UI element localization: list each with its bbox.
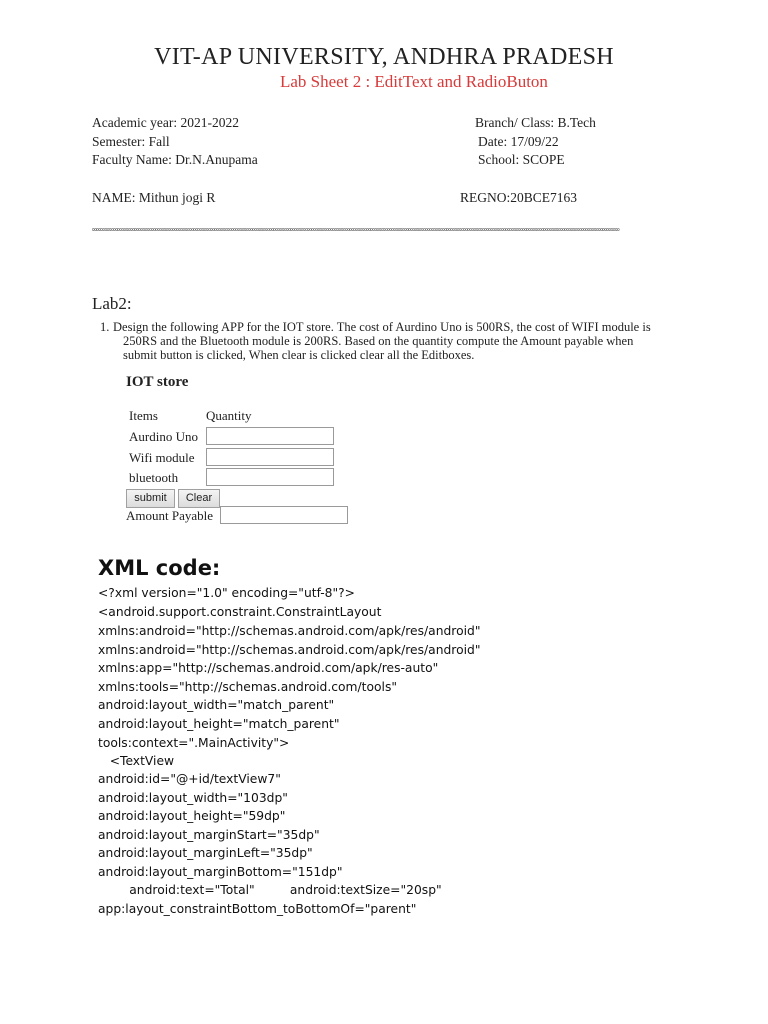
semester: Semester: Fall [92, 134, 170, 149]
question-text [113, 320, 683, 362]
university-title: VIT-AP UNIVERSITY, ANDHRA PRADESH [154, 44, 614, 70]
reg-number: REGNO:20BCE7163 [460, 190, 578, 205]
question-line-2: 250RS and the Bluetooth module is 200RS. Based on the quantity compute the Amount payable when [123, 334, 634, 348]
aurdino-uno-label: Aurdino Uno [129, 429, 198, 444]
code-line: <TextView [98, 754, 175, 768]
date: Date: 17/09/22 [478, 134, 559, 149]
items-header: Items [129, 408, 158, 423]
bluetooth-label: bluetooth [129, 470, 179, 485]
branch-class: Branch/ Class: B.Tech [475, 115, 596, 130]
code-line: <?xml version="1.0" encoding="utf-8"?> [98, 586, 355, 600]
code-line: android:id="@+id/textView7" [98, 772, 281, 786]
iot-store-title: IOT store [126, 374, 189, 390]
iot-store-mockup [118, 364, 350, 540]
wifi-module-input[interactable] [206, 448, 334, 466]
code-line: android:layout_height="59dp" [98, 809, 286, 823]
code-line: android:layout_width="103dp" [98, 791, 288, 805]
code-line: android:layout_height="match_parent" [98, 717, 340, 731]
code-line: <android.support.constraint.ConstraintLayout [98, 605, 382, 619]
school: School: SCOPE [478, 152, 565, 167]
code-line: app:layout_constraintBottom_toBottomOf="parent" [98, 902, 417, 916]
student-name: NAME: Mithun jogi R [92, 190, 216, 205]
aurdino-uno-input[interactable] [206, 427, 334, 445]
academic-year: Academic year: 2021-2022 [92, 115, 239, 130]
code-line: xmlns:android="http://schemas.android.com/apk/res/android" [98, 624, 481, 638]
code-line: xmlns:tools="http://schemas.android.com/tools" [98, 680, 398, 694]
bluetooth-input[interactable] [206, 468, 334, 486]
amount-payable-field[interactable] [220, 506, 348, 524]
code-line: tools:context=".MainActivity"> [98, 736, 290, 750]
code-line: android:text="Total" android:textSize="20sp" [98, 883, 442, 897]
question-line-3: submit button is clicked, When clear is clicked clear all the Editboxes. [123, 348, 475, 362]
code-line: xmlns:android="http://schemas.android.com/apk/res/android" [98, 643, 481, 657]
faculty-name: Faculty Name: Dr.N.Anupama [92, 152, 258, 167]
code-line: xmlns:app="http://schemas.android.com/apk/res-auto" [98, 661, 439, 675]
divider-line: ∞∞∞∞∞∞∞∞∞∞∞∞∞∞∞∞∞∞∞∞∞∞∞∞∞∞∞∞∞∞∞∞∞∞∞∞∞∞∞∞∞∞∞∞∞∞∞∞∞∞∞∞∞∞∞∞∞∞∞∞∞∞∞∞∞∞∞∞∞∞∞∞∞∞∞∞∞∞∞∞∞∞∞∞∞∞∞∞∞∞∞∞∞∞∞∞∞∞∞∞∞∞∞∞∞∞∞∞∞∞∞∞∞∞∞∞∞∞∞∞∞∞∞∞∞ [92, 226, 620, 234]
wifi-module-label: Wifi module [129, 450, 195, 465]
code-line: android:layout_marginBottom="151dp" [98, 865, 343, 879]
code-line: android:layout_marginStart="35dp" [98, 828, 320, 842]
submit-button[interactable]: submit [126, 489, 175, 508]
amount-payable-label: Amount Payable [126, 508, 214, 523]
xml-code-heading: XML code: [98, 556, 221, 580]
code-line: android:layout_marginLeft="35dp" [98, 846, 313, 860]
section-heading: Lab2: [92, 294, 132, 313]
quantity-header: Quantity [206, 408, 252, 423]
code-line: android:layout_width="match_parent" [98, 698, 335, 712]
clear-button[interactable]: Clear [178, 489, 220, 508]
question-number: 1. [100, 320, 110, 334]
lab-sheet-title: Lab Sheet 2 : EditText and RadioButon [280, 72, 548, 91]
question-line-1: Design the following APP for the IOT store. The cost of Aurdino Uno is 500RS, the cost of WIFI module is [113, 320, 651, 334]
